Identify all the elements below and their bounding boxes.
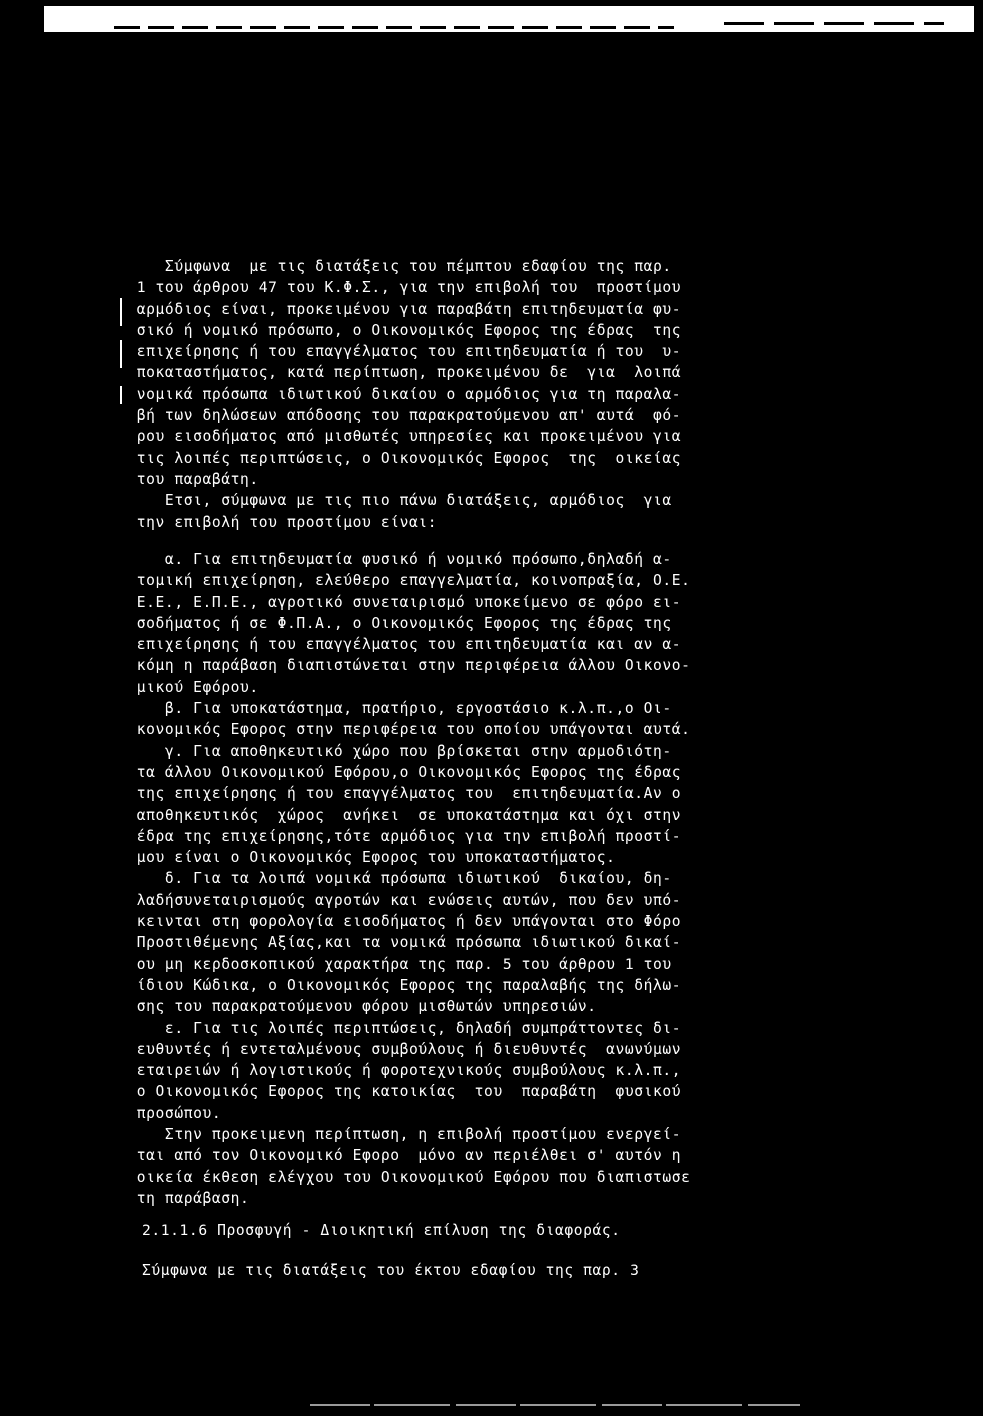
text-line: ε. Για τις λοιπές περιπτώσεις, δηλαδή συμπράττοντες δι- [118, 1019, 682, 1037]
bottom-rule [310, 1404, 800, 1406]
text-line: σοδήματος ή σε Φ.Π.Α., ο Οικονομικός Εφορος της έδρας της [118, 614, 672, 632]
text-line: κεινται στη φορολογία εισοδήματος ή δεν υπάγονται στο Φόρο [118, 913, 682, 931]
text-line: ίδιου Κώδικα, ο Οικονομικός Εφορος της παραλαβής της δήλω- [118, 976, 682, 994]
text-line: μικού Εφόρου. [118, 678, 259, 696]
text-line: επιχείρησης ή του επαγγέλματος του επιτηδευματία ή του υ- [118, 343, 682, 361]
text-line: β. Για υποκατάστημα, πρατήριο, εργοστάσιο κ.λ.π.,ο Οι- [118, 700, 672, 718]
text-line: αποθηκευτικός χώρος ανήκει σε υποκατάστημα και όχι στην [118, 806, 682, 824]
text-line: αρμόδιος είναι, προκειμένου για παραβάτη επιτηδευματία φυ- [118, 300, 682, 318]
text-line: ποκαταστήματος, κατά περίπτωση, προκειμένου δε για λοιπά [118, 364, 682, 382]
text-line: οικεία έκθεση ελέγχου του Οικονομικού Εφόρου που διαπιστωσε [118, 1168, 691, 1186]
text-line: νομικά πρόσωπα ιδιωτικού δικαίου ο αρμόδιος για τη παραλα- [118, 385, 682, 403]
text-line: κόμη η παράβαση διαπιστώνεται στην περιφέρεια άλλου Οικονο- [118, 657, 691, 675]
text-line: Σύμφωνα με τις διατάξεις του πέμπτου εδαφίου της παρ. [118, 258, 672, 275]
text-line: γ. Για αποθηκευτικό χώρο που βρίσκεται στην αρμοδιότη- [118, 742, 672, 760]
text-line: ο Οικονομικός Εφορος της κατοικίας του παραβάτη φυσικού [118, 1083, 682, 1101]
top-band-stripe [114, 26, 674, 29]
text-line: εταιρειών ή λογιστικούς ή φοροτεχνικούς συμβούλους κ.λ.π., [118, 1062, 682, 1080]
top-band-stripe-right [724, 22, 944, 25]
text-line: Ε.Ε., Ε.Π.Ε., αγροτικό συνεταιρισμό υποκείμενο σε φόρο ει- [118, 593, 682, 611]
paragraph-1 [118, 256, 830, 533]
text-line: ου μη κερδοσκοπικού χαρακτήρα της παρ. 5 του άρθρου 1 του [118, 955, 672, 973]
section-heading: 2.1.1.6 Προσφυγή - Διοικητική επίλυση της διαφοράς. [142, 1222, 621, 1239]
paragraph-2 [118, 549, 830, 1209]
last-line: Σύμφωνα με τις διατάξεις του έκτου εδαφίου της παρ. 3 [142, 1262, 640, 1279]
text-line: της επιχείρησης ή του επαγγέλματος του επιτηδευματία.Αν ο [118, 785, 682, 803]
text-line: Στην προκειμενη περίπτωση, η επιβολή προστίμου ενεργεί- [118, 1126, 682, 1144]
text-line: δ. Για τα λοιπά νομικά πρόσωπα ιδιωτικού δικαίου, δη- [118, 870, 672, 888]
text-line: Ετσι, σύμφωνα με τις πιο πάνω διατάξεις, αρμόδιος για [118, 492, 672, 510]
text-line: του παραβάτη. [118, 470, 259, 488]
text-line: 1 του άρθρου 47 του Κ.Φ.Σ., για την επιβολή του προστίμου [118, 279, 682, 297]
text-line: ται από τον Οικονομικό Εφορο μόνο αν περιέλθει σ' αυτόν η [118, 1147, 682, 1165]
text-line: τα άλλου Οικονομικού Εφόρου,ο Οικονομικός Εφορος της έδρας [118, 763, 682, 781]
text-line: κονομικός Εφορος στην περιφέρεια του οποίου υπάγονται αυτά. [118, 721, 691, 739]
text-line: την επιβολή του προστίμου είναι: [118, 513, 438, 531]
text-line: ρου εισοδήματος από μισθωτές υπηρεσίες και προκειμένου για [118, 428, 682, 446]
text-line: σης του παρακρατούμενου φόρου μισθωτών υπηρεσιών. [118, 998, 597, 1016]
text-line: σικό ή νομικό πρόσωπο, ο Οικονομικός Εφορος της έδρας της [118, 321, 682, 339]
text-line: μου είναι ο Οικονομικός Εφορος του υποκαταστήματος. [118, 849, 616, 867]
text-line: Προστιθέμενης Αξίας,και τα νομικά πρόσωπα ιδιωτικού δικαί- [118, 934, 682, 952]
text-line: α. Για επιτηδευματία φυσικό ή νομικό πρόσωπο,δηλαδή α- [118, 551, 672, 568]
text-line: λαδήσυνεταιρισμούς αγροτών και ενώσεις αυτών, που δεν υπό- [118, 891, 682, 909]
text-line: ευθυντές ή εντεταλμένους συμβούλους ή διευθυντές ανωνύμων [118, 1040, 682, 1058]
text-line: έδρα της επιχείρησης,τότε αρμόδιος για την επιβολή προστί- [118, 827, 682, 845]
text-line: τομική επιχείρηση, ελεύθερο επαγγελματία, κοινοπραξία, Ο.Ε. [118, 572, 691, 590]
top-scan-band [44, 6, 974, 32]
text-line: τις λοιπές περιπτώσεις, ο Οικονομικός Εφορος της οικείας [118, 449, 682, 467]
text-line: τη παράβαση. [118, 1189, 250, 1207]
text-line: βή των δηλώσεων απόδοσης του παρακρατούμενου απ' αυτά φό- [118, 407, 682, 425]
text-line: επιχείρησης ή του επαγγέλματος του επιτηδευματία και αν α- [118, 636, 682, 654]
text-line: προσώπου. [118, 1104, 222, 1122]
